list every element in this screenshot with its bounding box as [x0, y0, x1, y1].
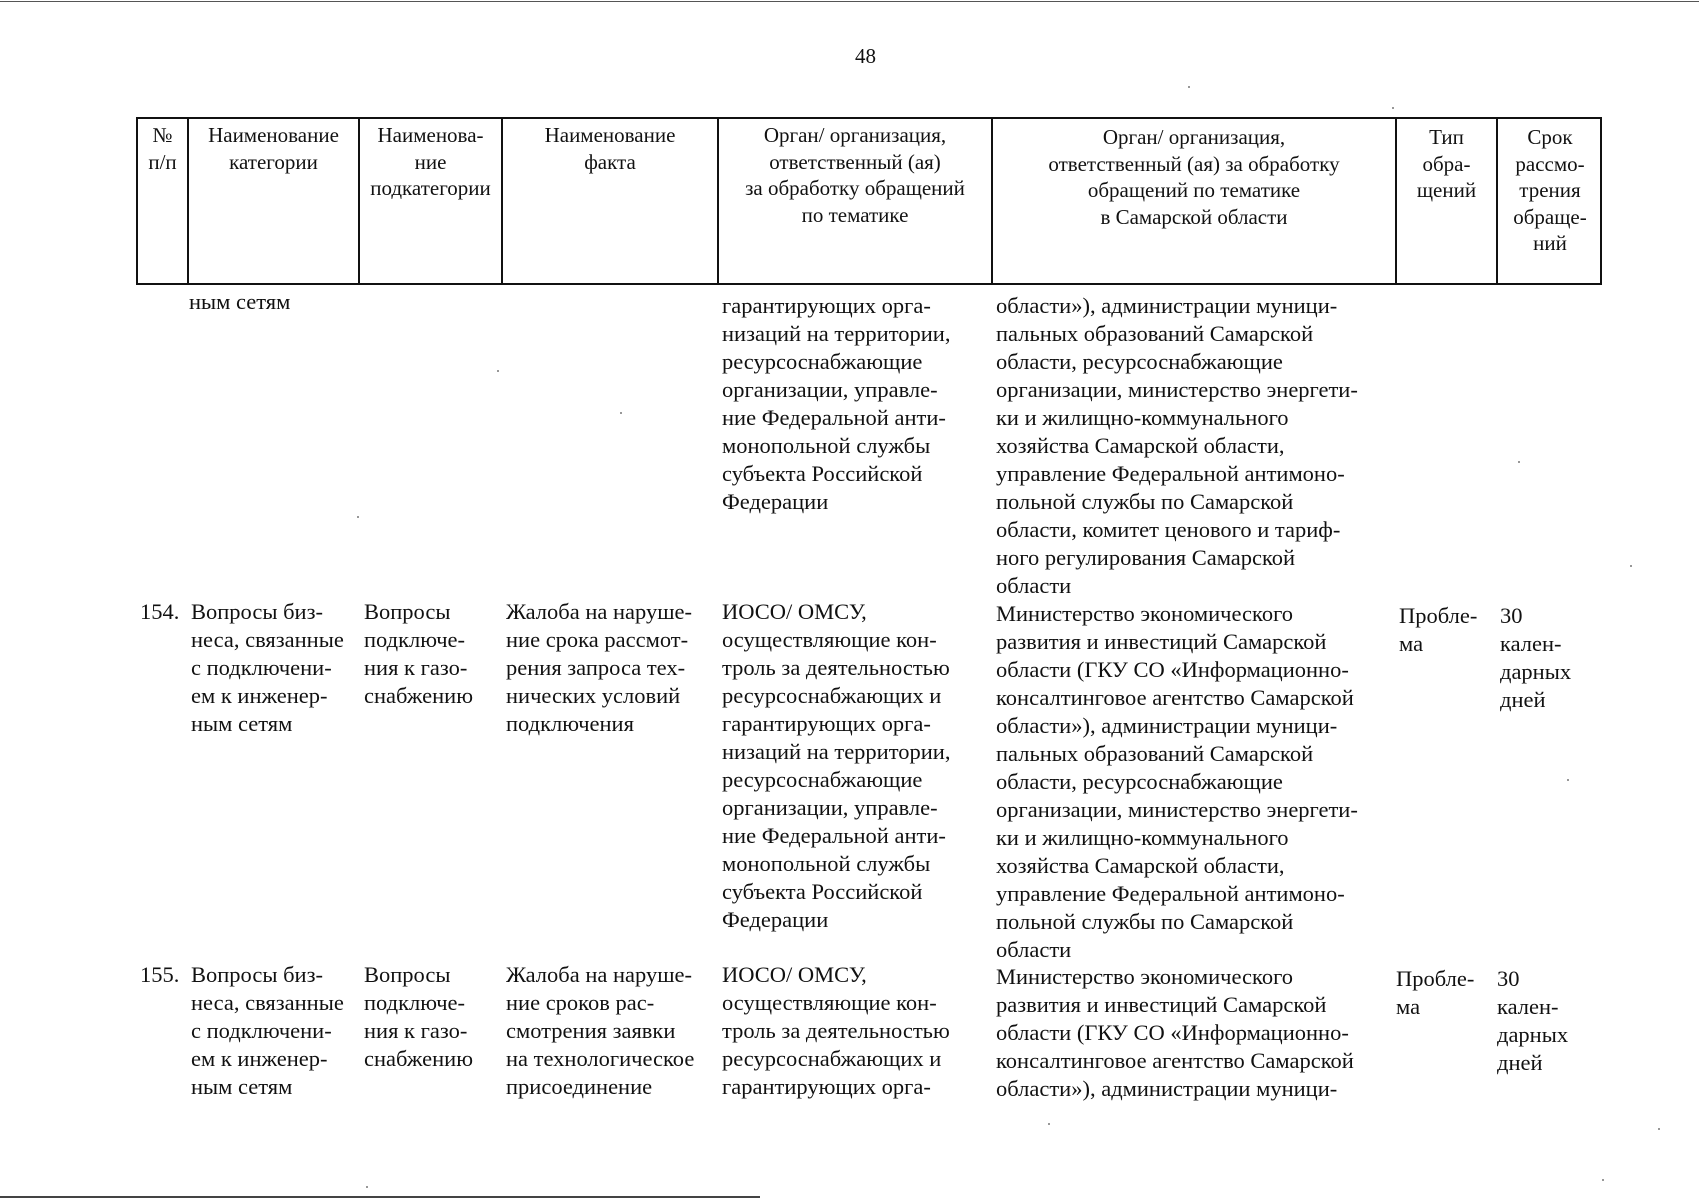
scan-speck — [1392, 107, 1394, 109]
row-subcategory: Вопросы подключе- ния к газо- снабжению — [364, 962, 474, 1071]
header-appeal-type: Тип обра- щений — [1416, 125, 1477, 202]
scan-speck — [357, 516, 359, 518]
row-appeal-type: Пробле- ма — [1399, 603, 1478, 656]
row-organization: ИОСО/ ОМСУ, осуществляющие кон- троль за деятельностью ресурсоснабжающих и гарантирующих орга- низаций на территории, ресурсоснабжающие организации, управле- ние Федеральной анти- монопольной службы субъекта Российской Федерации — [722, 599, 951, 932]
row-category: Вопросы биз- неса, связанные с подключени- ем к инженер- ным сетям — [191, 962, 344, 1099]
row-appeal-type: Пробле- ма — [1396, 966, 1475, 1019]
scan-speck — [1567, 779, 1569, 781]
continued-category: ным сетям — [189, 289, 291, 314]
row-category: Вопросы биз- неса, связанные с подключени- ем к инженер- ным сетям — [191, 599, 344, 736]
scan-speck — [620, 412, 622, 414]
scan-speck — [366, 1186, 368, 1188]
scan-speck — [1630, 565, 1632, 567]
header-organization-samara: Орган/ организация, ответственный (ая) за обработку обращений по тематике в Самарской области — [1048, 125, 1340, 229]
row-review-term: 30 кален- дарных дней — [1500, 603, 1572, 712]
top-scan-edge — [0, 1, 1699, 2]
row-subcategory: Вопросы подключе- ния к газо- снабжению — [364, 599, 474, 708]
header-number: № п/п — [148, 123, 177, 174]
header-category: Наименование категории — [208, 123, 339, 174]
scan-speck — [497, 370, 499, 372]
row-number: 155. — [140, 962, 180, 987]
row-organization-samara: Министерство экономического развития и инвестиций Самарской области (ГКУ СО «Информационно- консалтинговое агентство Самарской области»), администрации муници- пальных образований Самарской области, ресурсоснабжающие организации, министерство энергети- ки и жилищно-коммунального хозяйства Самарской области, управление Федеральной антимоно- польной службы по Самарской области — [996, 601, 1358, 962]
row-organization: ИОСО/ ОМСУ, осуществляющие кон- троль за деятельностью ресурсоснабжающих и гарантирующих орга- — [722, 962, 950, 1099]
row-organization-samara: Министерство экономического развития и инвестиций Самарской области (ГКУ СО «Информационно- консалтинговое агентство Самарской области»), администрации муници- — [996, 964, 1354, 1101]
row-fact: Жалоба на наруше- ние сроков рас- смотрения заявки на технологическое присоединение — [506, 962, 695, 1099]
scan-speck — [1602, 1179, 1604, 1181]
bottom-scan-edge — [0, 1196, 760, 1198]
row-number: 154. — [140, 599, 180, 624]
row-review-term: 30 кален- дарных дней — [1497, 966, 1569, 1075]
continued-organization-samara: области»), администрации муници- пальных образований Самарской области, ресурсоснабжающие организации, министерство энергети- ки и жилищно-коммунального хозяйства Самарской области, управление Федеральной антимоно- польной службы по Самарской области, комитет ценового и тариф- ного регулирования Самарской области — [996, 293, 1358, 598]
scan-speck — [1188, 86, 1190, 88]
scan-speck — [1048, 1123, 1050, 1125]
header-review-term: Срок рассмо- трения обраще- ний — [1513, 125, 1587, 255]
header-subcategory: Наименова- ние подкатегории — [370, 123, 491, 200]
row-fact: Жалоба на наруше- ние срока рассмот- рения запроса тех- нических условий подключения — [506, 599, 693, 736]
continued-organization: гарантирующих орга- низаций на территории, ресурсоснабжающие организации, управле- ние Федеральной анти- монопольной службы субъекта Российской Федерации — [722, 293, 951, 514]
page-number: 48 — [855, 44, 876, 68]
scan-speck — [1658, 1128, 1660, 1130]
header-fact: Наименование факта — [544, 123, 676, 174]
header-organization: Орган/ организация, ответственный (ая) за обработку обращений по тематике — [745, 123, 965, 227]
scan-speck — [1518, 461, 1520, 463]
